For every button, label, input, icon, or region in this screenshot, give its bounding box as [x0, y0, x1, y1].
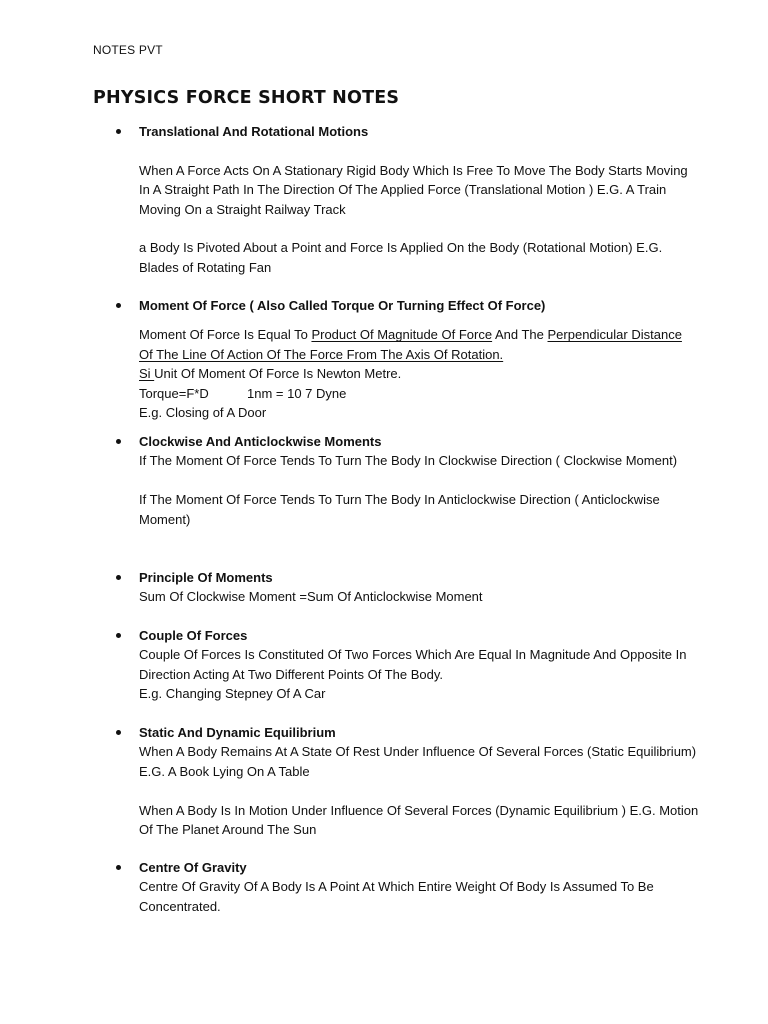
section-couple-of-forces	[139, 626, 699, 704]
bullet-icon	[116, 129, 121, 134]
paragraph: When A Body Remains At A State Of Rest Under Influence Of Several Forces (Static Equilibrium) E.G. A Book Lying On A Table	[139, 744, 697, 779]
paragraph: E.g. Closing of A Door	[139, 405, 267, 421]
page-title: PHYSICS FORCE SHORT NOTES	[93, 88, 400, 108]
section-heading: Principle Of Moments	[139, 570, 273, 585]
bullet-icon	[116, 730, 121, 735]
section-static-dynamic-equilibrium	[139, 723, 699, 839]
section-principle-of-moments	[139, 568, 699, 607]
section-heading: Static And Dynamic Equilibrium	[139, 725, 336, 740]
section-clockwise-anticlockwise	[139, 432, 699, 529]
section-heading: Centre Of Gravity	[139, 860, 247, 875]
paragraph	[139, 364, 699, 383]
bullet-icon	[116, 303, 121, 308]
formula-line	[139, 384, 699, 403]
text-run: Unit Of Moment Of Force Is Newton Metre.	[154, 366, 402, 382]
paragraph: If The Moment Of Force Tends To Turn The Body In Anticlockwise Direction ( Anticlockwise Moment)	[139, 492, 660, 527]
underlined-term: Product Of Magnitude Of Force	[311, 327, 493, 343]
bullet-icon	[116, 633, 121, 638]
underlined-term: Perpendicular Distance Of The Line Of Action Of The Force From The Axis Of Rotation.	[139, 327, 682, 362]
page-header: NOTES PVT	[93, 43, 163, 57]
section-heading: Clockwise And Anticlockwise Moments	[139, 434, 382, 449]
section-moment-of-force	[139, 296, 699, 422]
paragraph: If The Moment Of Force Tends To Turn The Body In Clockwise Direction ( Clockwise Moment)	[139, 453, 678, 469]
torque-formula: Torque=F*D	[139, 385, 209, 401]
paragraph: E.g. Changing Stepney Of A Car	[139, 686, 326, 702]
bullet-icon	[116, 865, 121, 870]
bullet-icon	[116, 575, 121, 580]
section-heading: Couple Of Forces	[139, 628, 248, 643]
text-run: Moment Of Force Is Equal To	[139, 327, 312, 343]
section-centre-of-gravity	[139, 858, 699, 916]
paragraph: Couple Of Forces Is Constituted Of Two Forces Which Are Equal In Magnitude And Opposite In Direction Acting At Two Different Points Of The Body.	[139, 647, 687, 682]
paragraph: a Body Is Pivoted About a Point and Force Is Applied On the Body (Rotational Motion) E.G. Blades of Rotating Fan	[139, 240, 663, 275]
text-run: And The	[492, 327, 548, 343]
underlined-term: Si	[139, 366, 155, 382]
paragraph: When A Force Acts On A Stationary Rigid Body Which Is Free To Move The Body Starts Moving In A Straight Path In The Direction Of The Applied Force (Translational Motion ) E.G. A Train Moving On a Straight Railway Track	[139, 162, 688, 217]
paragraph: Centre Of Gravity Of A Body Is A Point At Which Entire Weight Of Body Is Assumed To Be Concentrated.	[139, 879, 654, 914]
section-heading: Translational And Rotational Motions	[139, 124, 369, 139]
paragraph: Sum Of Clockwise Moment =Sum Of Anticlockwise Moment	[139, 589, 483, 605]
paragraph	[139, 325, 699, 364]
section-heading: Moment Of Force ( Also Called Torque Or Turning Effect Of Force)	[139, 298, 546, 313]
unit-conversion: 1nm = 10 7 Dyne	[247, 385, 347, 401]
section-translational-rotational	[139, 122, 699, 277]
paragraph: When A Body Is In Motion Under Influence Of Several Forces (Dynamic Equilibrium ) E.G. Motion Of The Planet Around The Sun	[139, 802, 699, 838]
bullet-icon	[116, 439, 121, 444]
